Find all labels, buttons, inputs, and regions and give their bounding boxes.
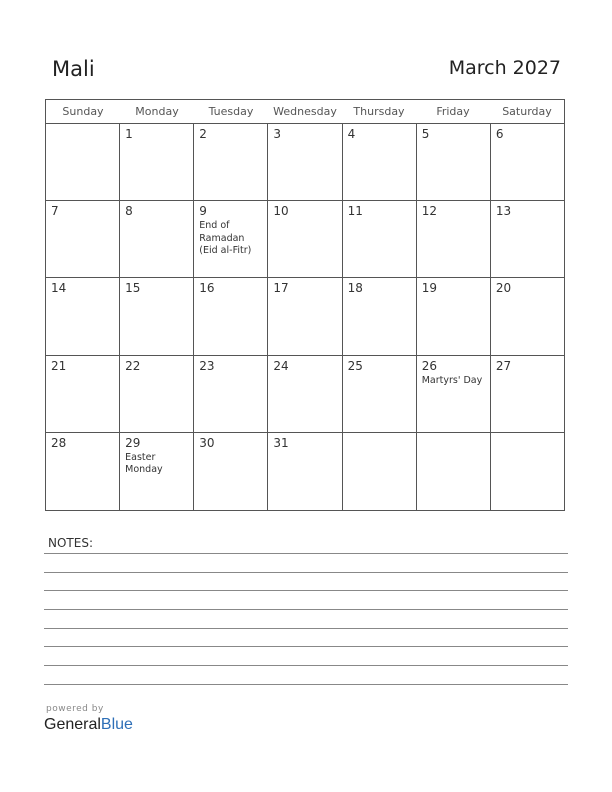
day-number: 8 <box>125 204 133 219</box>
day-number: 11 <box>347 204 363 219</box>
day-cell <box>343 278 417 354</box>
note-line <box>44 646 568 647</box>
day-number: 1 <box>125 127 133 141</box>
day-cell <box>491 356 564 432</box>
holiday-label: Martyrs' Day <box>421 374 483 386</box>
day-number: 20 <box>495 281 512 296</box>
note-line <box>44 684 568 685</box>
day-cell <box>194 278 268 354</box>
day-cell <box>268 124 342 200</box>
note-line <box>44 590 568 591</box>
month-year-title: March 2027 <box>448 57 561 79</box>
day-cell <box>268 433 342 510</box>
day-number: 28 <box>51 435 67 450</box>
day-cell <box>46 124 120 200</box>
day-cell <box>343 201 417 277</box>
note-line <box>44 609 568 610</box>
day-number: 4 <box>347 127 356 141</box>
logo-text-general: General <box>44 716 101 733</box>
day-cell <box>343 124 417 200</box>
weekday-label: Tuesday <box>208 105 254 118</box>
weekday-label: Thursday <box>353 105 405 118</box>
day-number: 14 <box>51 281 67 296</box>
weeks-container <box>46 124 564 510</box>
day-cell <box>46 278 120 354</box>
day-number: 19 <box>421 281 437 296</box>
day-cell <box>491 201 564 277</box>
day-number: 13 <box>495 204 512 219</box>
generalblue-logo <box>44 716 133 734</box>
day-cell <box>491 124 564 200</box>
country-title: Mali <box>52 57 95 81</box>
note-line <box>44 572 568 573</box>
week-row <box>46 356 564 433</box>
day-number: 12 <box>421 204 437 219</box>
note-line <box>44 553 568 554</box>
day-number: 5 <box>421 127 430 141</box>
day-cell <box>417 124 491 200</box>
day-cell <box>491 433 564 510</box>
day-cell <box>46 201 120 277</box>
weekday-label: Sunday <box>62 105 104 118</box>
day-cell <box>120 433 194 510</box>
day-number: 29 <box>125 435 141 450</box>
day-number: 25 <box>347 358 363 373</box>
day-number: 15 <box>125 281 141 296</box>
calendar-grid <box>45 99 565 511</box>
holiday-label: End of Ramadan (Eid al-Fitr) <box>199 220 252 257</box>
day-cell <box>343 356 417 432</box>
day-cell <box>194 201 268 277</box>
day-cell <box>120 278 194 354</box>
week-row <box>46 433 564 510</box>
day-cell <box>417 433 491 510</box>
day-number: 27 <box>495 358 512 373</box>
week-row <box>46 278 564 355</box>
powered-by-text: powered by <box>46 704 104 714</box>
day-number: 10 <box>273 204 289 219</box>
day-cell <box>268 278 342 354</box>
day-number: 31 <box>273 435 289 450</box>
day-number: 6 <box>495 127 504 141</box>
day-number: 7 <box>51 204 59 219</box>
day-number: 21 <box>51 358 67 373</box>
day-cell <box>491 278 564 354</box>
day-cell <box>194 433 268 510</box>
day-number: 16 <box>199 281 215 296</box>
day-number: 23 <box>199 358 215 373</box>
day-cell <box>268 356 342 432</box>
weekday-header-row <box>46 100 564 124</box>
day-number: 9 <box>199 204 207 219</box>
weekday-label: Friday <box>436 105 470 118</box>
weekday-label: Monday <box>135 105 179 118</box>
day-cell <box>120 356 194 432</box>
day-number: 26 <box>421 358 437 373</box>
note-line <box>44 628 568 629</box>
day-cell <box>120 201 194 277</box>
day-number: 18 <box>347 281 363 296</box>
day-cell <box>417 356 491 432</box>
day-cell <box>268 201 342 277</box>
logo-text-blue: Blue <box>100 716 133 733</box>
week-row <box>46 124 564 201</box>
day-cell <box>46 433 120 510</box>
day-number: 24 <box>273 358 289 373</box>
day-number: 3 <box>273 127 282 141</box>
weekday-label: Wednesday <box>273 105 337 118</box>
day-number: 2 <box>199 127 207 141</box>
day-cell <box>417 201 491 277</box>
day-cell <box>120 124 194 200</box>
day-cell <box>343 433 417 510</box>
day-number: 17 <box>273 281 289 296</box>
day-number: 30 <box>199 435 215 450</box>
day-cell <box>46 356 120 432</box>
day-cell <box>194 124 268 200</box>
weekday-label: Saturday <box>502 105 552 118</box>
day-cell <box>194 356 268 432</box>
day-cell <box>417 278 491 354</box>
notes-label: NOTES: <box>48 536 93 550</box>
day-number: 22 <box>125 358 141 373</box>
note-line <box>44 665 568 666</box>
week-row <box>46 201 564 278</box>
holiday-label: Easter Monday <box>125 451 163 476</box>
